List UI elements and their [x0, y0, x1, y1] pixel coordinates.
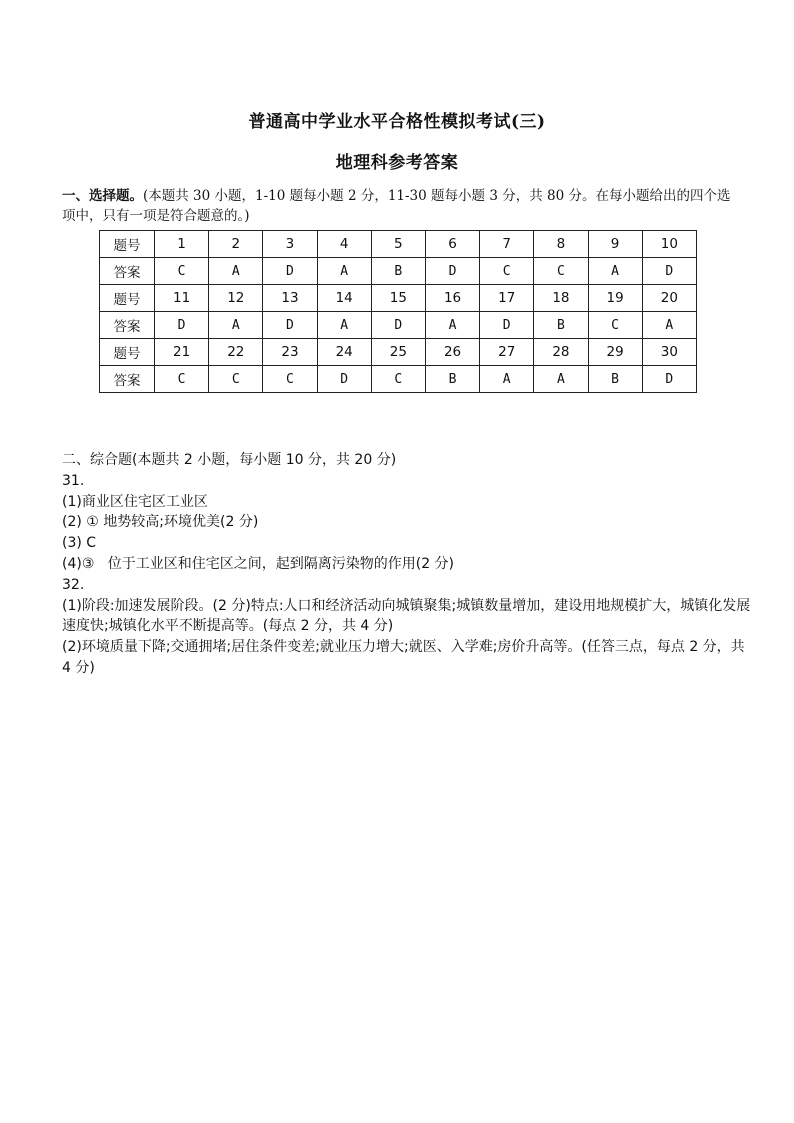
- q31-answer-3: (3) C: [62, 535, 97, 552]
- question-number-cell: 15: [371, 285, 425, 312]
- answer-cell: C: [209, 366, 263, 393]
- answer-cell: D: [642, 366, 696, 393]
- answer-cell: A: [534, 366, 588, 393]
- table-row: [100, 285, 697, 312]
- answer-cell: B: [371, 258, 425, 285]
- row-label-question-number: 题号: [100, 285, 155, 312]
- page-subtitle: 地理科参考答案: [335, 153, 459, 173]
- table-row: [100, 339, 697, 366]
- answer-cell: A: [642, 312, 696, 339]
- section1-heading: 一、选择题。: [62, 188, 143, 204]
- section2: [62, 450, 752, 679]
- answer-cell: A: [317, 312, 371, 339]
- question-number-cell: 1: [155, 231, 209, 258]
- question-number-cell: 7: [480, 231, 534, 258]
- question-number-cell: 11: [155, 285, 209, 312]
- question-number-cell: 5: [371, 231, 425, 258]
- question-number-cell: 9: [588, 231, 642, 258]
- answer-cell: C: [588, 312, 642, 339]
- answer-cell: A: [425, 312, 479, 339]
- answer-cell: C: [480, 258, 534, 285]
- question-number-cell: 16: [425, 285, 479, 312]
- answer-cell: D: [371, 312, 425, 339]
- question-number-cell: 28: [534, 339, 588, 366]
- table-row: [100, 231, 697, 258]
- question-number-cell: 18: [534, 285, 588, 312]
- q31-answer-4: (4)③ 位于工业区和住宅区之间，起到隔离污染物的作用(2 分): [62, 555, 455, 572]
- q31-answer-1: (1)商业区住宅区工业区: [62, 493, 208, 510]
- question-number-cell: 2: [209, 231, 263, 258]
- answer-cell: A: [480, 366, 534, 393]
- question-number-cell: 21: [155, 339, 209, 366]
- answer-cell: D: [317, 366, 371, 393]
- answer-cell: A: [317, 258, 371, 285]
- section1-instructions: [62, 186, 734, 226]
- answer-cell: B: [534, 312, 588, 339]
- question-number-cell: 24: [317, 339, 371, 366]
- q31-answer-2: (2) ① 地势较高;环境优美(2 分): [62, 514, 259, 531]
- q32-answer-1: (1)阶段:加速发展阶段。(2 分)特点:人口和经济活动向城镇聚集;城镇数量增加，建设用地规模扩大，城镇化发展速度快;城镇化水平不断提高等。(每点 2 分，共 4 分): [62, 597, 751, 635]
- answer-cell: C: [155, 366, 209, 393]
- row-label-answer: 答案: [100, 258, 155, 285]
- question-number-cell: 29: [588, 339, 642, 366]
- row-label-question-number: 题号: [100, 339, 155, 366]
- page-title: 普通高中学业水平合格性模拟考试(三): [248, 112, 546, 132]
- q32-number: 32.: [62, 576, 85, 593]
- answer-cell: B: [588, 366, 642, 393]
- question-number-cell: 6: [425, 231, 479, 258]
- row-label-question-number: 题号: [100, 231, 155, 258]
- answer-cell: D: [263, 312, 317, 339]
- table-row: [100, 366, 697, 393]
- table-row: [100, 258, 697, 285]
- answer-cell: C: [155, 258, 209, 285]
- answer-cell: B: [425, 366, 479, 393]
- question-number-cell: 4: [317, 231, 371, 258]
- section1-instructions-text: (本题共 30 小题，1-10 题每小题 2 分，11-30 题每小题 3 分，共 80 分。在每小题给出的四个选项中，只有一项是符合题意的。): [62, 188, 731, 224]
- answer-cell: A: [209, 258, 263, 285]
- question-number-cell: 17: [480, 285, 534, 312]
- answer-cell: D: [263, 258, 317, 285]
- question-number-cell: 8: [534, 231, 588, 258]
- question-number-cell: 3: [263, 231, 317, 258]
- table-row: [100, 312, 697, 339]
- answer-cell: A: [588, 258, 642, 285]
- answer-cell: D: [480, 312, 534, 339]
- answer-cell: D: [425, 258, 479, 285]
- answer-cell: A: [209, 312, 263, 339]
- answer-cell: C: [371, 366, 425, 393]
- q31-number: 31.: [62, 472, 85, 489]
- question-number-cell: 13: [263, 285, 317, 312]
- question-number-cell: 12: [209, 285, 263, 312]
- row-label-answer: 答案: [100, 366, 155, 393]
- answer-cell: C: [263, 366, 317, 393]
- question-number-cell: 23: [263, 339, 317, 366]
- question-number-cell: 10: [642, 231, 696, 258]
- question-number-cell: 26: [425, 339, 479, 366]
- answer-cell: C: [534, 258, 588, 285]
- question-number-cell: 30: [642, 339, 696, 366]
- row-label-answer: 答案: [100, 312, 155, 339]
- section2-heading: 二、综合题(本题共 2 小题，每小题 10 分，共 20 分): [62, 452, 397, 468]
- question-number-cell: 20: [642, 285, 696, 312]
- question-number-cell: 19: [588, 285, 642, 312]
- answer-table: [99, 230, 697, 393]
- question-number-cell: 22: [209, 339, 263, 366]
- question-number-cell: 27: [480, 339, 534, 366]
- answer-cell: D: [642, 258, 696, 285]
- question-number-cell: 25: [371, 339, 425, 366]
- answer-cell: D: [155, 312, 209, 339]
- q32-answer-2: (2)环境质量下降;交通拥堵;居住条件变差;就业压力增大;就医、入学难;房价升高等。(任答三点，每点 2 分，共 4 分): [62, 639, 750, 676]
- question-number-cell: 14: [317, 285, 371, 312]
